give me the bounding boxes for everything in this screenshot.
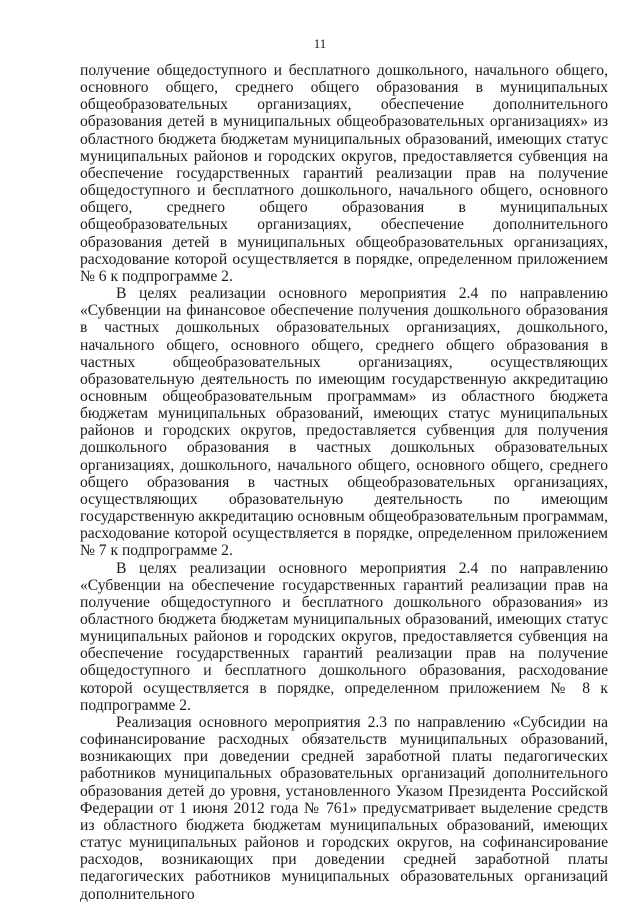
paragraph-subvention-preschool-guarantees: В целях реализации основного мероприятия 2.4 по направлению «Субвенции на обеспечение государственных гарантий реализации прав на получение общедоступного и бесплатного дошкольного образования» из областного бюджета бюджетам муниципальных образований, имеющих статус муниципальных районов и городских округов, предоставляется субвенция на обеспечение государственных гарантий реализации прав на получение общедоступного и бесплатного дошкольного образования, расходование которой осуществляется в порядке, определенном приложением № 8 к подпрограмме 2. <box>80 559 608 714</box>
paragraph-continuation: получение общедоступного и бесплатного дошкольного, начального общего, основного общего, среднего общего образования в муниципальных общеобразовательных организациях, обеспечение дополнительного образования детей в муниципальных общеобразовательных организациях» из областного бюджета бюджетам муниципальных образований, имеющих статус муниципальных районов и городских округов, предоставляется субвенция на обеспечение государственных гарантий реализации прав на получение общедоступного и бесплатного дошкольного, начального общего, основного общего, среднего общего образования в муниципальных общеобразовательных организациях, обеспечение дополнительного образования детей в муниципальных общеобразовательных организациях, расходование которой осуществляется в порядке, определенном приложением № 6 к подпрограмме 2. <box>80 62 608 285</box>
paragraph-subsidy-salary-cofinancing: Реализация основного мероприятия 2.3 по направлению «Субсидии на софинансирование расходных обязательств муниципальных образований, возникающих при доведении средней заработной платы педагогических работников муниципальных образовательных организаций дополнительного образования детей до уровня, установленного Указом Президента Российской Федерации от 1 июня 2012 года № 761» предусматривает выделение средств из областного бюджета бюджетам муниципальных образований, имеющих статус муниципальных районов и городских округов, на софинансирование расходов, возникающих при доведении средней заработной платы педагогических работников муниципальных образовательных организаций дополнительного <box>80 713 608 903</box>
page-number: 11 <box>313 36 327 51</box>
paragraph-subvention-private-education: В целях реализации основного мероприятия 2.4 по направлению «Субвенции на финансовое обеспечение получения дошкольного образования в частных дошкольных образовательных организациях, дошкольного, начального общего, основного общего, среднего общего образования в частных общеобразовательных организациях, осуществляющих образовательную деятельность по имеющим государственную аккредитацию основным общеобразовательным программам» из областного бюджета бюджетам муниципальных образований, имеющих статус муниципальных районов и городских округов, предоставляется субвенция для получения дошкольного образования в частных дошкольных образовательных организациях, дошкольного, начального общего, основного общего, среднего общего образования в частных общеобразовательных организациях, осуществляющих образовательную деятельность по имеющим государственную аккредитацию основным общеобразовательным программам, расходование которой осуществляется в порядке, определенном приложением № 7 к подпрограмме 2. <box>80 285 608 560</box>
document-body <box>80 62 608 903</box>
